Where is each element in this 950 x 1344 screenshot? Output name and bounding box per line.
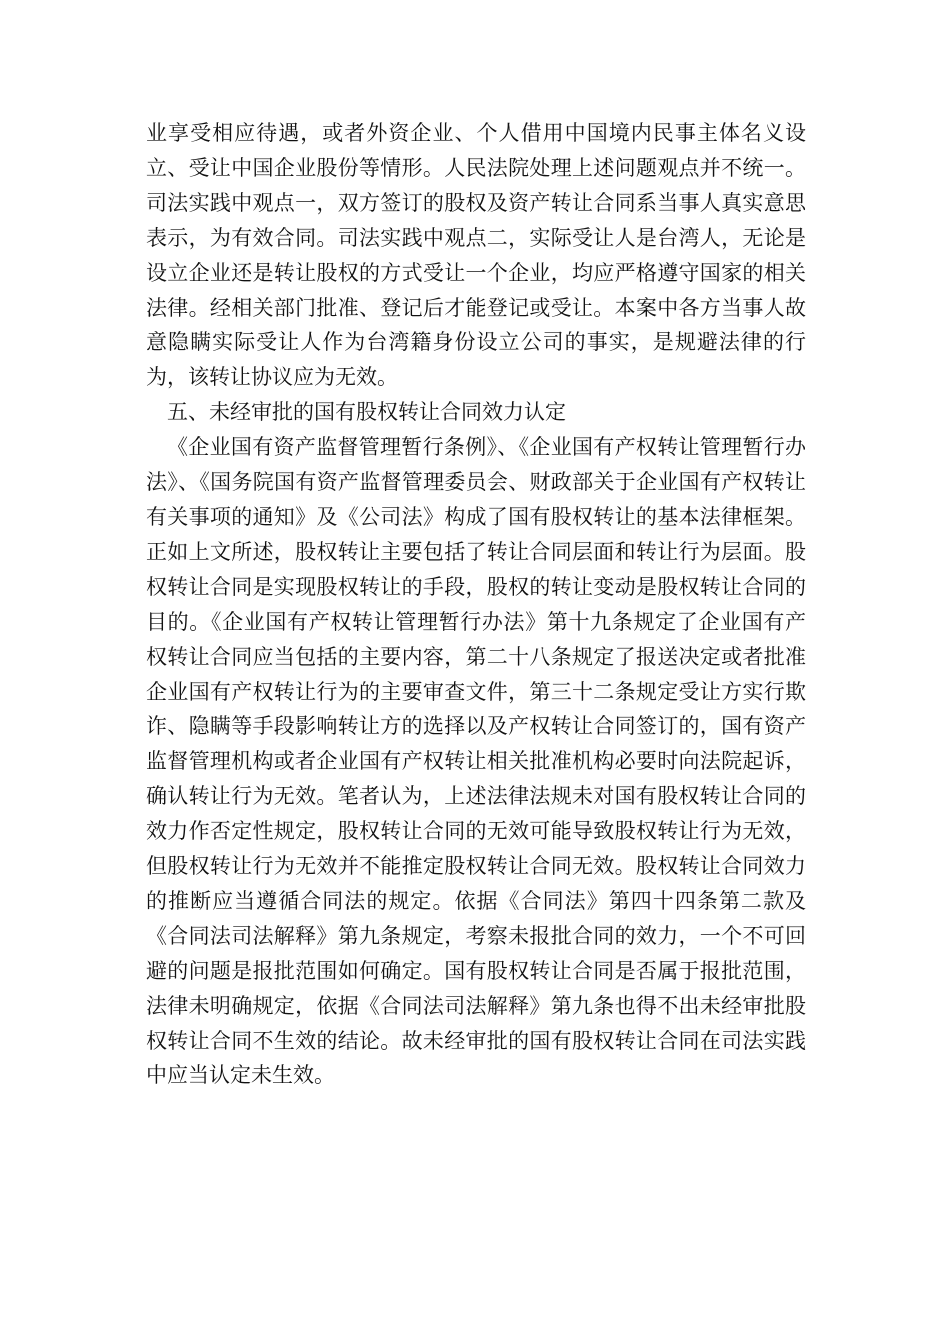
- paragraph-continued: 业享受相应待遇，或者外资企业、个人借用中国境内民事主体名义设立、受让中国企业股份等情形。人民法院处理上述问题观点并不统一。司法实践中观点一，双方签订的股权及资产转让合同系当事人真实意思表示，为有效合同。司法实践中观点二，实际受让人是台湾人，无论是设立企业还是转让股权的方式受让一个企业，均应严格遵守国家的相关法律。经相关部门批准、登记后才能登记或受让。本案中各方当事人故意隐瞒实际受让人作为台湾籍身份设立公司的事实，是规避法律的行为，该转让协议应为无效。: [146, 121, 806, 390]
- document-body: [146, 116, 806, 1093]
- paragraph-body: 《企业国有资产监督管理暂行条例》、《企业国有产权转让管理暂行办法》、《国务院国有资产监督管理委员会、财政部关于企业国有产权转让有关事项的通知》及《公司法》构成了国有股权转让的基本法律框架。正如上文所述，股权转让主要包括了转让合同层面和转让行为层面。股权转让合同是实现股权转让的手段，股权的转让变动是股权转让合同的目的。《企业国有产权转让管理暂行办法》第十九条规定了企业国有产权转让合同应当包括的主要内容，第二十八条规定了报送决定或者批准企业国有产权转让行为的主要审查文件，第三十二条规定受让方实行欺诈、隐瞒等手段影响转让方的选择以及产权转让合同签订的，国有资产监督管理机构或者企业国有产权转让相关批准机构必要时向法院起诉，确认转让行为无效。笔者认为，上述法律法规未对国有股权转让合同的效力作否定性规定，股权转让合同的无效可能导致股权转让行为无效，但股权转让行为无效并不能推定股权转让合同无效。股权转让合同效力的推断应当遵循合同法的规定。依据《合同法》第四十四条第二款及《合同法司法解释》第九条规定，考察未报批合同的效力，一个不可回避的问题是报批范围如何确定。国有股权转让合同是否属于报批范围，法律未明确规定，依据《合同法司法解释》第九条也得不出未经审批股权转让合同不生效的结论。故未经审批的国有股权转让合同在司法实践中应当认定未生效。: [146, 435, 806, 1088]
- section-heading: 五、未经审批的国有股权转让合同效力认定: [167, 400, 566, 425]
